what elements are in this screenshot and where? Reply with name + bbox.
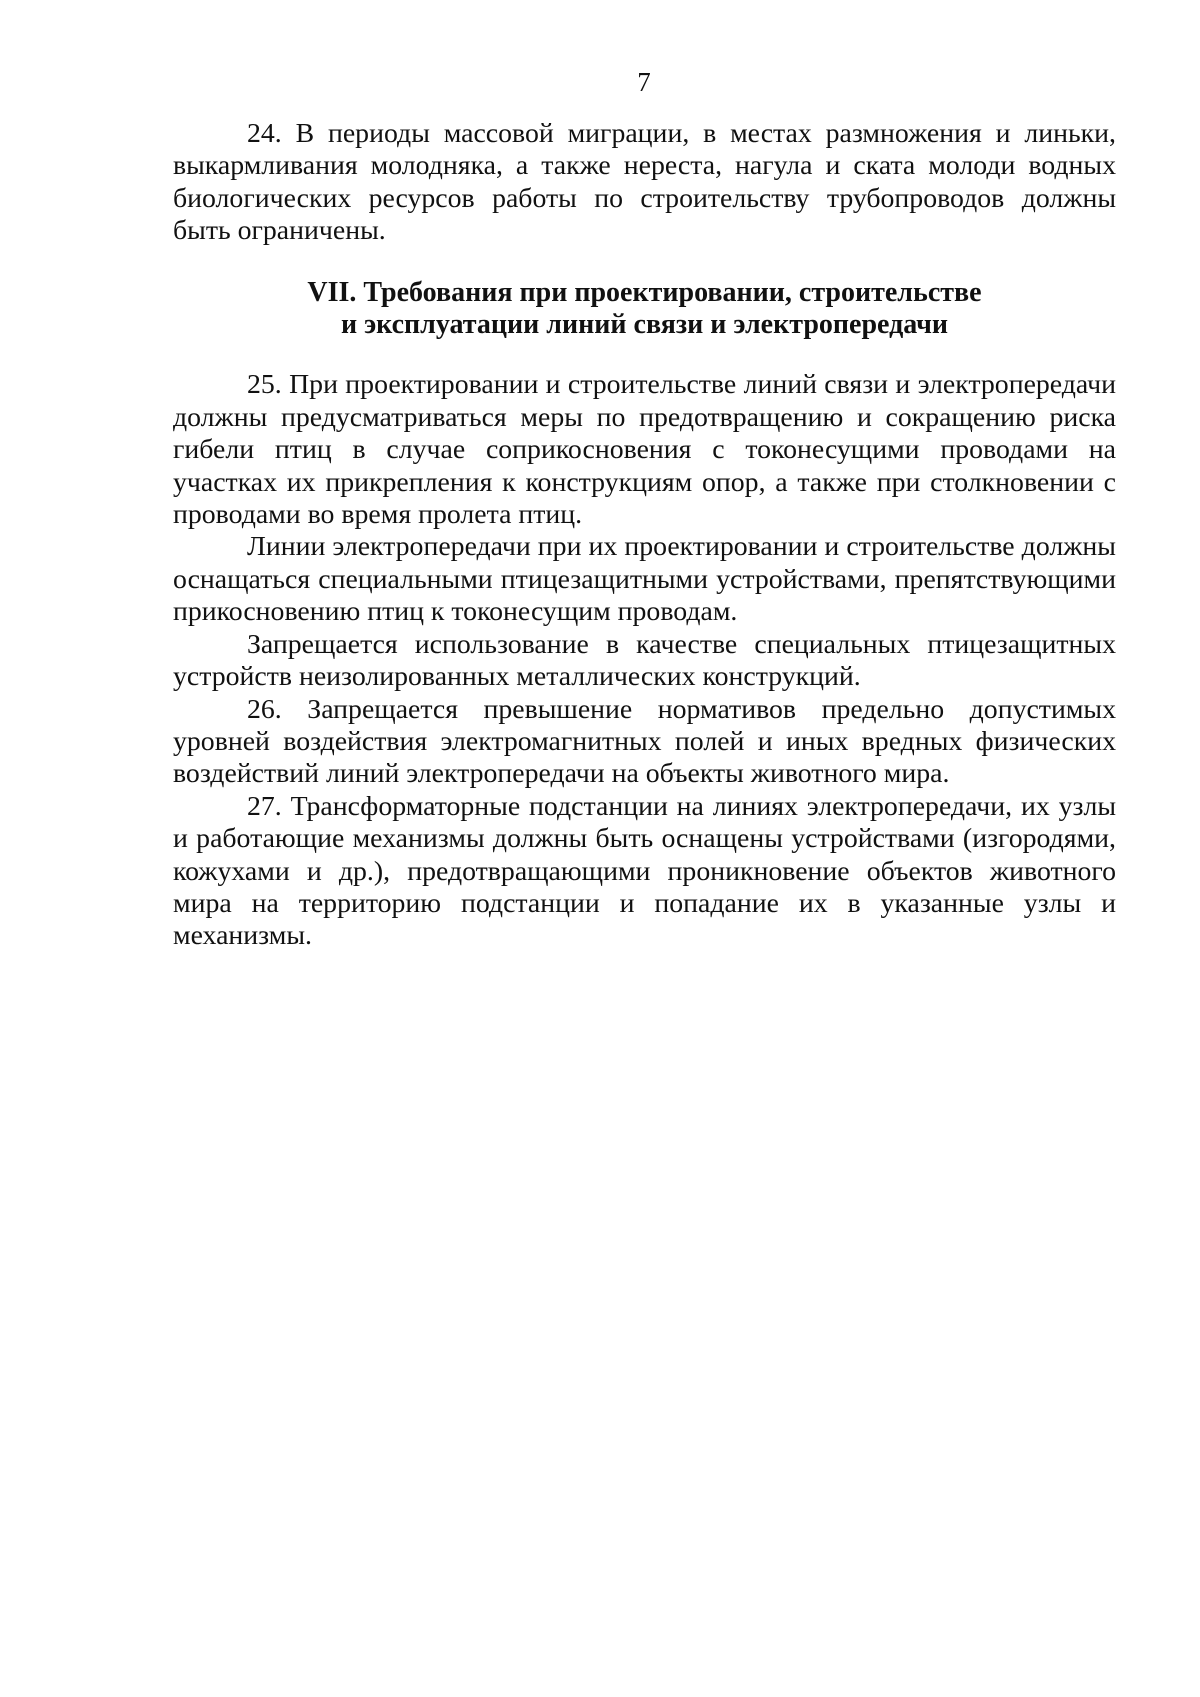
paragraph-25-prohibition: Запрещается использование в качестве специальных птицезащитных устройств неизолированных металлических конструкций. <box>173 628 1116 693</box>
document-body <box>173 118 1116 953</box>
section-heading-line-2: и эксплуатации линий связи и электропередачи <box>340 309 949 341</box>
paragraph-24: 24. В периоды массовой миграции, в местах размножения и линьки, выкармливания молодняка, а также нереста, нагула и ската молоди водных биологических ресурсов работы по строительству трубопроводов должны быть ограничены. <box>173 118 1116 247</box>
paragraph-25-power-lines: Линии электропередачи при их проектировании и строительстве должны оснащаться специальными птицезащитными устройствами, препятствующими прикосновению птиц к токонесущим проводам. <box>173 531 1116 628</box>
section-heading <box>173 277 1116 342</box>
paragraph-25: 25. При проектировании и строительстве линий связи и электропередачи должны предусматриваться меры по предотвращению и сокращению риска гибели птиц в случае соприкосновения с токонесущими проводами на участках их прикрепления к конструкциям опор, а также при столкновении с проводами во время пролета птиц. <box>173 369 1116 531</box>
paragraph-26: 26. Запрещается превышение нормативов предельно допустимых уровней воздействия электромагнитных полей и иных вредных физических воздействий линий электропередачи на объекты животного мира. <box>173 693 1116 790</box>
paragraph-27: 27. Трансформаторные подстанции на линиях электропередачи, их узлы и работающие механизмы должны быть оснащены устройствами (изгородями, кожухами и др.), предотвращающими проникновение объектов животного мира на территорию подстанции и попадание их в указанные узлы и механизмы. <box>173 790 1116 952</box>
page-number: 7 <box>637 67 651 97</box>
section-heading-line-1: VII. Требования при проектировании, строительстве <box>307 276 982 308</box>
